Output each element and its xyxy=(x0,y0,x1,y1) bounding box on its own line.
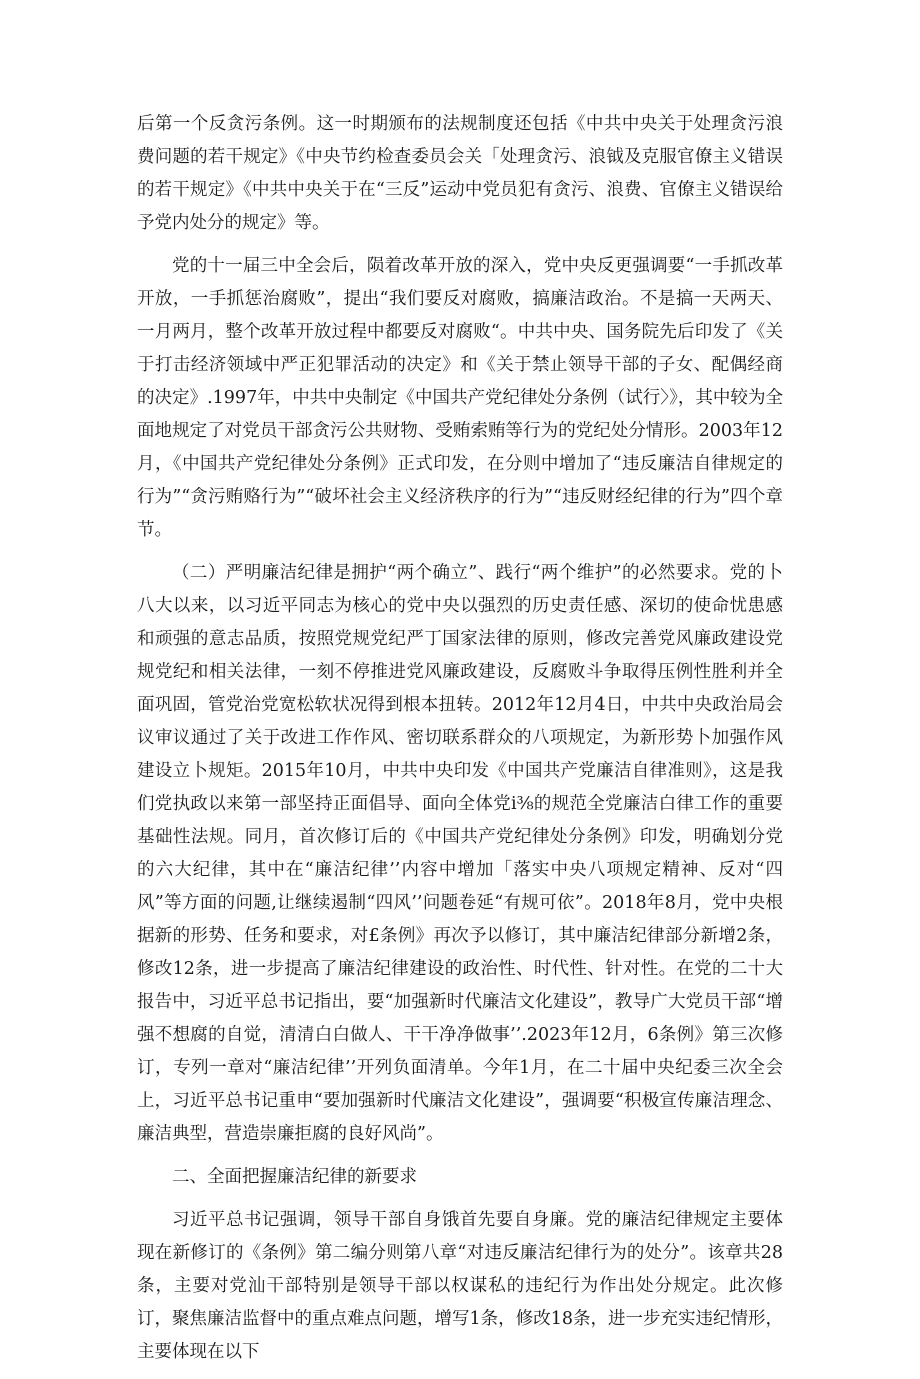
section-heading: 二、全面把握廉洁纪律的新要求 xyxy=(172,1167,417,1187)
paragraph-new-requirements: 习近平总书记强调，领导干部自身饿首先要自身廉。党的廉洁纪律规定主要体现在新修订的《条例》第二编分则第八章“对违反廉洁纪律行为的处分”。该章共28条，主要对党汕干部特别是领导干部以权谋私的违纪行为作出处分规定。此次修订，聚焦廉洁监督中的重点难点问题，增写1条，修改18条，进一步充实违纪情形，主要体现在以下 xyxy=(137,1210,783,1362)
paragraph-anti-corruption-regulations: 后第一个反贪污条例。这一时期颁布的法规制度还包括《中共中央关于处理贪污浪费问题的若干规定》《中央节约检查委员会关「处理贪污、浪钺及克服官僚主义错误的若干规定》《中共中央关于在“三反”运动中党员犯有贪污、浪费、官僚主义错误给予党内处分的规定》等。 xyxy=(137,114,783,233)
paragraph-reform-era: 党的十一届三中全会后，陨着改革开放的深入，党中央反更强调要“一手抓改革开放，一手抓惩治腐败”，提出“我们要反对腐败，搞廉洁政治。不是搞一天两天、一月两月，整个改革开放过程中都要反对腐败“。中共中央、国务院先后印发了《关于打击经济领域中严正犯罪活动的决定》和《关于禁止领导干部的子女、配偶经商的决定》.1997年，中共中央制定《中国共产党纪律处分条例（试行〉》，其中较为全面地规定了对党员干部贪污公共财物、受贿索贿等行为的党纪处分情形。2003年12月，《中国共产党纪律处分条例》正式印发，在分则中增加了“违反廉洁自律规定的行为”“贪污贿赂行为”“破坏社会主义经济秩序的行为”“违反财经纪律的行为”四个章节。 xyxy=(137,256,783,540)
paragraph-section-two: （二）严明廉洁纪律是拥护“两个确立”、践行“两个维护”的必然要求。党的卜八大以来，以习近平同志为核心的党中央以强烈的历史责任感、深切的使命忧患感和顽强的意志品质，按照党规党纪严丁国家法律的原则，修改完善党风廉政建设党规党纪和相关法律，一刻不停推进党风廉政建设，反腐败斗争取得压例性胜利并全面巩固，管党治党宽松软状况得到根本扭转。2012年12月4日，中共中央政治局会议审议通过了关于改进工作作风、密切联系群众的八项规定，为新形势卜加强作风建设立卜规矩。2015年10月，中共中央印发《中国共产党廉洁自律准则》，这是我们党执政以来第一部坚持正面倡导、面向全体党i⅜的规范全党廉洁白律工作的重要基础性法规。同月，首次修订后的《中国共产党纪律处分条例》印发，明确划分党的六大纪律，其中在“廉洁纪律’’内容中增加「落实中央八项规定精神、反对“四风”等方面的问题,让继续遏制“四风’’问题卷延“有规可依”。2018年8月，党中央根据新的形势、任务和要求，对£条例》再次予以修订，其中廉洁纪律部分新增2条，修改12条，进一步提高了廉洁纪律建设的政治性、时代性、针对性。在党的二十大报告中，习近平总书记指出，要“加强新时代廉洁文化建设”，教导广大党员干部“增强不想腐的自觉，清清白白做人、干干净净做事’’.2023年12月，6条例》第三次修订，专列一章对“廉洁纪律’’开列负面清单。今年1月，在二十届中央纪委三次全会上，习近平总书记重申“要加强新时代廉洁文化建设”，强调要“积极宣传廉洁理念、廉洁典型，营造崇廉拒腐的良好风尚”。 xyxy=(137,563,783,1144)
document-body xyxy=(137,108,783,1379)
